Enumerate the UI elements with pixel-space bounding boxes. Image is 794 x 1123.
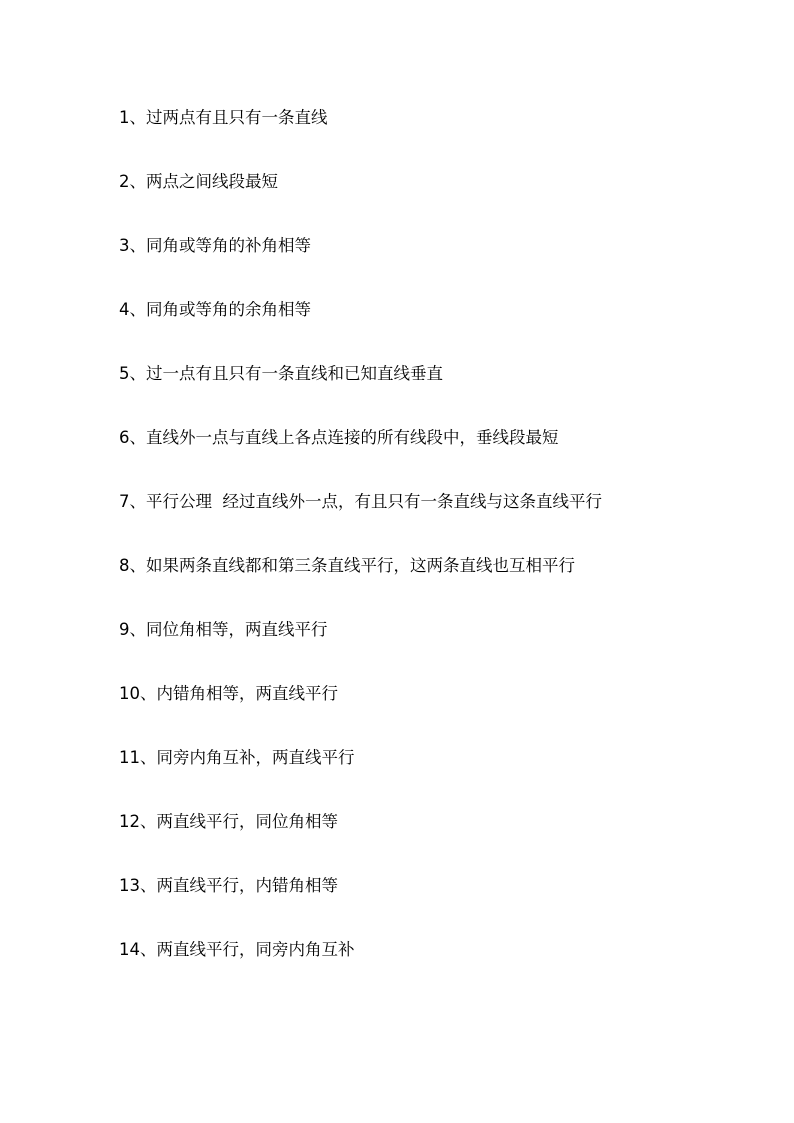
- statement-3: 3、同角或等角的补角相等: [119, 236, 311, 255]
- statement-5: 5、过一点有且只有一条直线和已知直线垂直: [119, 364, 443, 383]
- statement-7: 7、平行公理 经过直线外一点，有且只有一条直线与这条直线平行: [119, 492, 602, 511]
- statement-11: 11、同旁内角互补，两直线平行: [119, 748, 355, 767]
- statement-2: 2、两点之间线段最短: [119, 172, 278, 191]
- statement-1: 1、过两点有且只有一条直线: [119, 108, 328, 127]
- geometry-statements-list: [119, 106, 602, 1002]
- statement-9: 9、同位角相等，两直线平行: [119, 620, 328, 639]
- statement-12: 12、两直线平行，同位角相等: [119, 812, 338, 831]
- statement-4: 4、同角或等角的余角相等: [119, 300, 311, 319]
- statement-10: 10、内错角相等，两直线平行: [119, 684, 338, 703]
- statement-14: 14、两直线平行，同旁内角互补: [119, 940, 355, 959]
- statement-8: 8、如果两条直线都和第三条直线平行，这两条直线也互相平行: [119, 556, 575, 575]
- statement-13: 13、两直线平行，内错角相等: [119, 876, 338, 895]
- statement-6: 6、直线外一点与直线上各点连接的所有线段中，垂线段最短: [119, 428, 559, 447]
